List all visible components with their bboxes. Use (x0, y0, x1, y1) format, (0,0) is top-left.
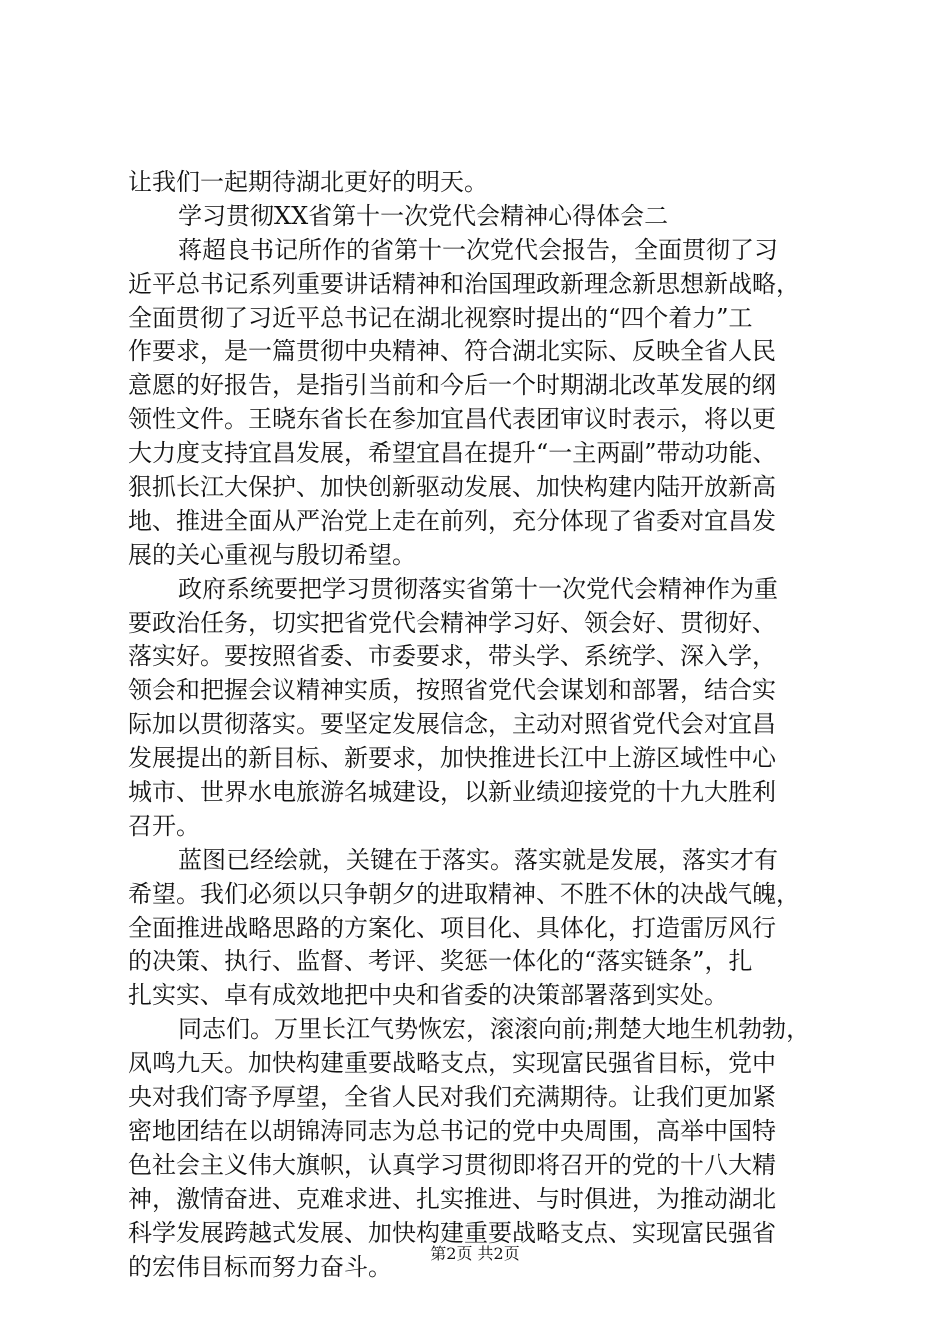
text-line: 落实好。要按照省委、市委要求，带头学、系统学、深入学， (128, 642, 776, 671)
text-line: 意愿的好报告，是指引当前和今后一个时期湖北改革发展的纲 (128, 371, 776, 400)
text-line: 作要求，是一篇贯彻中央精神、符合湖北实际、反映全省人民 (128, 337, 776, 366)
text-line: 的决策、执行、监督、考评、奖惩一体化的“落实链条”，扎 (128, 947, 753, 976)
text-line: 地、推进全面从严治党上走在前列，充分体现了省委对宜昌发 (128, 506, 776, 535)
text-line: 科学发展跨越式发展、加快构建重要战略支点、实现富民强省 (128, 1218, 776, 1247)
text-line: 蒋超良书记所作的省第十一次党代会报告，全面贯彻了习 (178, 235, 778, 264)
text-line: 城市、世界水电旅游名城建设，以新业绩迎接党的十九大胜利 (128, 778, 776, 807)
text-line: 蓝图已经绘就，关键在于落实。落实就是发展，落实才有 (178, 845, 778, 874)
document-body (128, 166, 814, 1284)
text-line: 的宏伟目标而努力奋斗。 (128, 1252, 392, 1281)
text-line: 扎实实、卓有成效地把中央和省委的决策部署落到实处。 (128, 981, 728, 1010)
text-line: 央对我们寄予厚望，全省人民对我们充满期待。让我们更加紧 (128, 1083, 776, 1112)
page-footer: 第2页 共2页 (430, 1244, 520, 1263)
text-line: 领性文件。王晓东省长在参加宜昌代表团审议时表示，将以更 (128, 405, 776, 434)
text-line: 要政治任务，切实把省党代会精神学习好、领会好、贯彻好、 (128, 608, 776, 637)
text-line: 神，激情奋进、克难求进、扎实推进、与时俱进，为推动湖北 (128, 1184, 776, 1213)
text-line: 色社会主义伟大旗帜，认真学习贯彻即将召开的党的十八大精 (128, 1150, 776, 1179)
text-line: 际加以贯彻落实。要坚定发展信念，主动对照省党代会对宜昌 (128, 710, 776, 739)
text-line: 希望。我们必须以只争朝夕的进取精神、不胜不休的决战气魄， (128, 879, 800, 908)
text-line: 大力度支持宜昌发展，希望宜昌在提升“一主两副”带动功能、 (128, 439, 777, 468)
text-line: 让我们一起期待湖北更好的明天。 (128, 168, 488, 196)
text-line: 密地团结在以胡锦涛同志为总书记的党中央周围，高举中国特 (128, 1116, 776, 1145)
text-line: 学习贯彻XX省第十一次党代会精神心得体会二 (178, 201, 669, 230)
text-line: 凤鸣九天。加快构建重要战略支点，实现富民强省目标，党中 (128, 1049, 776, 1078)
text-line: 政府系统要把学习贯彻落实省第十一次党代会精神作为重 (178, 574, 778, 603)
text-line: 召开。 (128, 811, 200, 840)
text-line: 全面贯彻了习近平总书记在湖北视察时提出的“四个着力”工 (128, 303, 753, 332)
text-line: 全面推进战略思路的方案化、项目化、具体化，打造雷厉风行 (128, 913, 776, 942)
text-line: 展的关心重视与殷切希望。 (128, 540, 416, 569)
text-line: 同志们。万里长江气势恢宏，滚滚向前;荆楚大地生机勃勃， (178, 1015, 811, 1044)
text-line: 领会和把握会议精神实质，按照省党代会谋划和部署，结合实 (128, 676, 776, 705)
text-line: 狠抓长江大保护、加快创新驱动发展、加快构建内陆开放新高 (128, 473, 776, 502)
text-line: 发展提出的新目标、新要求，加快推进长江中上游区域性中心 (128, 744, 776, 773)
text-line: 近平总书记系列重要讲话精神和治国理政新理念新思想新战略， (128, 269, 800, 298)
